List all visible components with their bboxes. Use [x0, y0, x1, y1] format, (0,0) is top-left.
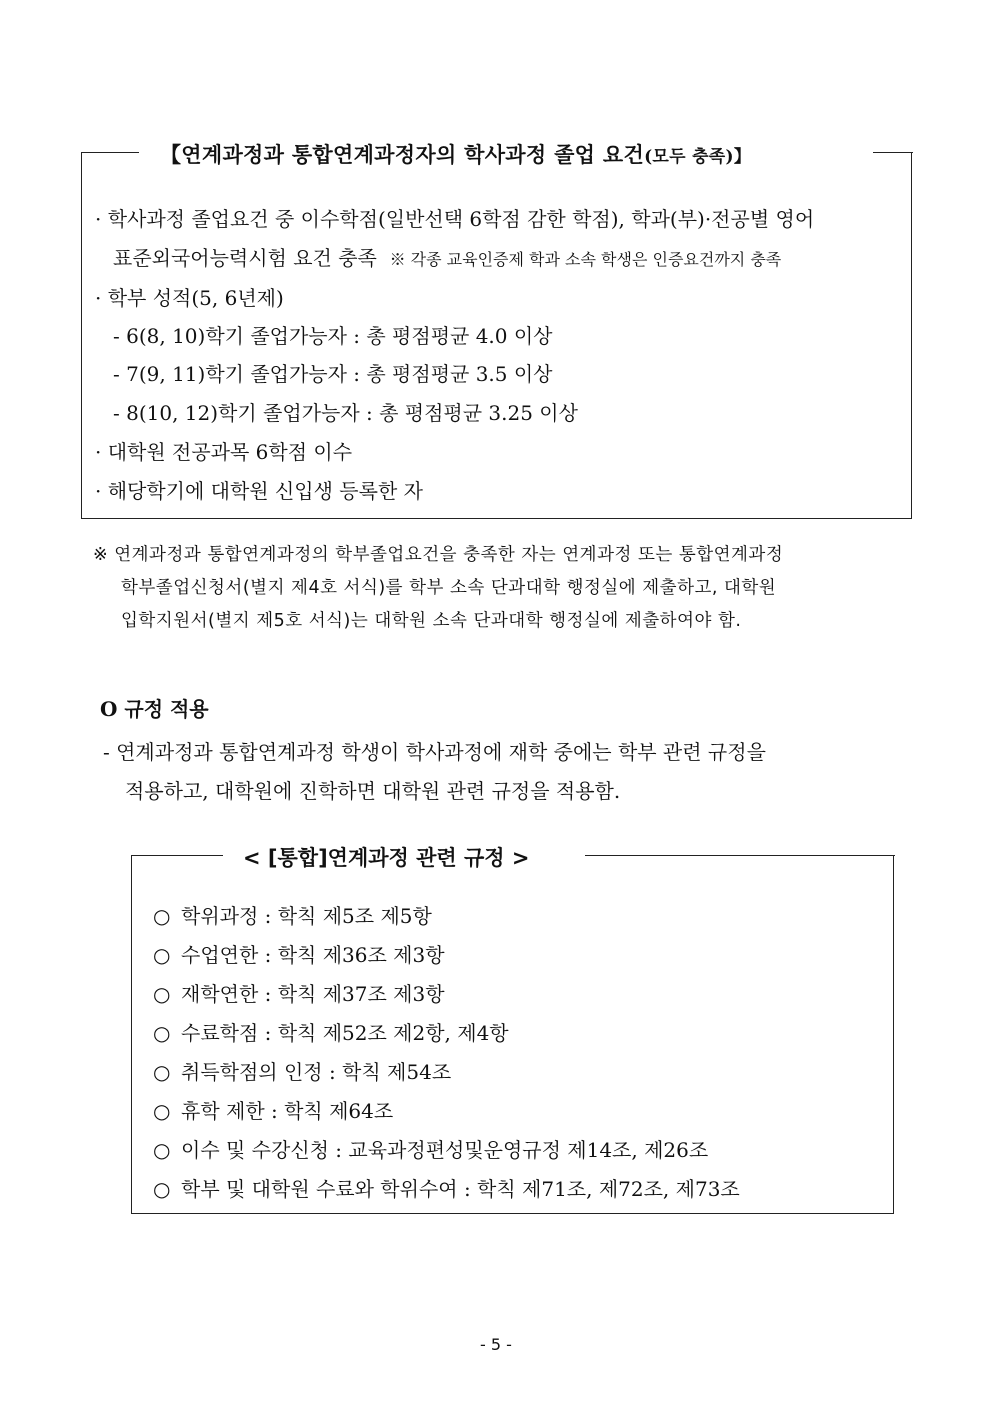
box-top-left-border: [131, 855, 223, 856]
regulation-item: ○ 재학연한 : 학칙 제37조 제3항: [153, 982, 445, 1006]
bullet: ○: [153, 1060, 171, 1084]
requirement-line: 표준외국어능력시험 요건 충족 ※ 각종 교육인증제 학과 소속 학생은 인증요건까지 충족: [113, 246, 782, 270]
certification-note: ※ 각종 교육인증제 학과 소속 학생은 인증요건까지 충족: [389, 250, 782, 269]
bullet: ○: [153, 982, 171, 1006]
box-top-right-border: [873, 152, 913, 153]
bullet: ○: [153, 943, 171, 967]
bullet: ○: [153, 1177, 171, 1201]
graduation-requirements-title: 【연계과정과 통합연계과정자의 학사과정 졸업 요건(모두 충족)】: [160, 142, 752, 167]
regulation-item: ○ 휴학 제한 : 학칙 제64조: [153, 1099, 394, 1123]
bullet: ○: [153, 1021, 171, 1045]
requirement-line: - 7(9, 11)학기 졸업가능자 : 총 평점평균 3.5 이상: [113, 362, 553, 386]
bullet: ○: [153, 1099, 171, 1123]
regulation-item: ○ 수료학점 : 학칙 제52조 제2항, 제4항: [153, 1021, 509, 1045]
requirement-line: · 학사과정 졸업요건 중 이수학점(일반선택 6학점 감한 학점), 학과(부)·전공별 영어: [95, 207, 815, 231]
section-heading: O 규정 적용: [100, 697, 209, 721]
requirement-line: · 대학원 전공과목 6학점 이수: [95, 440, 353, 464]
regulation-item: ○ 수업연한 : 학칙 제36조 제3항: [153, 943, 445, 967]
section-body-line: - 연계과정과 통합연계과정 학생이 학사과정에 재학 중에는 학부 관련 규정을: [103, 740, 766, 764]
bullet: ○: [153, 904, 171, 928]
requirement-line: - 8(10, 12)학기 졸업가능자 : 총 평점평균 3.25 이상: [113, 401, 578, 425]
notice-line: ※ 연계과정과 통합연계과정의 학부졸업요건을 충족한 자는 연계과정 또는 통합연계과정: [93, 545, 784, 565]
box-top-right-border: [585, 855, 895, 856]
bullet: ○: [153, 1138, 171, 1162]
requirement-line: - 6(8, 10)학기 졸업가능자 : 총 평점평균 4.0 이상: [113, 324, 553, 348]
regulation-item: ○ 학부 및 대학원 수료와 학위수여 : 학칙 제71조, 제72조, 제73조: [153, 1177, 740, 1201]
box-top-left-border: [81, 152, 139, 153]
notice-line: 입학지원서(별지 제5호 서식)는 대학원 소속 단과대학 행정실에 제출하여야 함.: [121, 611, 742, 631]
regulation-item: ○ 취득학점의 인정 : 학칙 제54조: [153, 1060, 452, 1084]
page-number: - 5 -: [480, 1335, 512, 1354]
regulation-item: ○ 이수 및 수강신청 : 교육과정편성및운영규정 제14조, 제26조: [153, 1138, 709, 1162]
regulation-item: ○ 학위과정 : 학칙 제5조 제5항: [153, 904, 432, 928]
section-body-line: 적용하고, 대학원에 진학하면 대학원 관련 규정을 적용함.: [125, 779, 621, 803]
requirement-line: · 해당학기에 대학원 신입생 등록한 자: [95, 479, 423, 503]
regulations-title: < [통합]연계과정 관련 규정 >: [243, 846, 530, 870]
title-suffix: (모두 충족)】: [644, 147, 752, 167]
notice-line: 학부졸업신청서(별지 제4호 서식)를 학부 소속 단과대학 행정실에 제출하고, 대학원: [121, 578, 777, 598]
requirement-line: · 학부 성적(5, 6년제): [95, 286, 284, 310]
